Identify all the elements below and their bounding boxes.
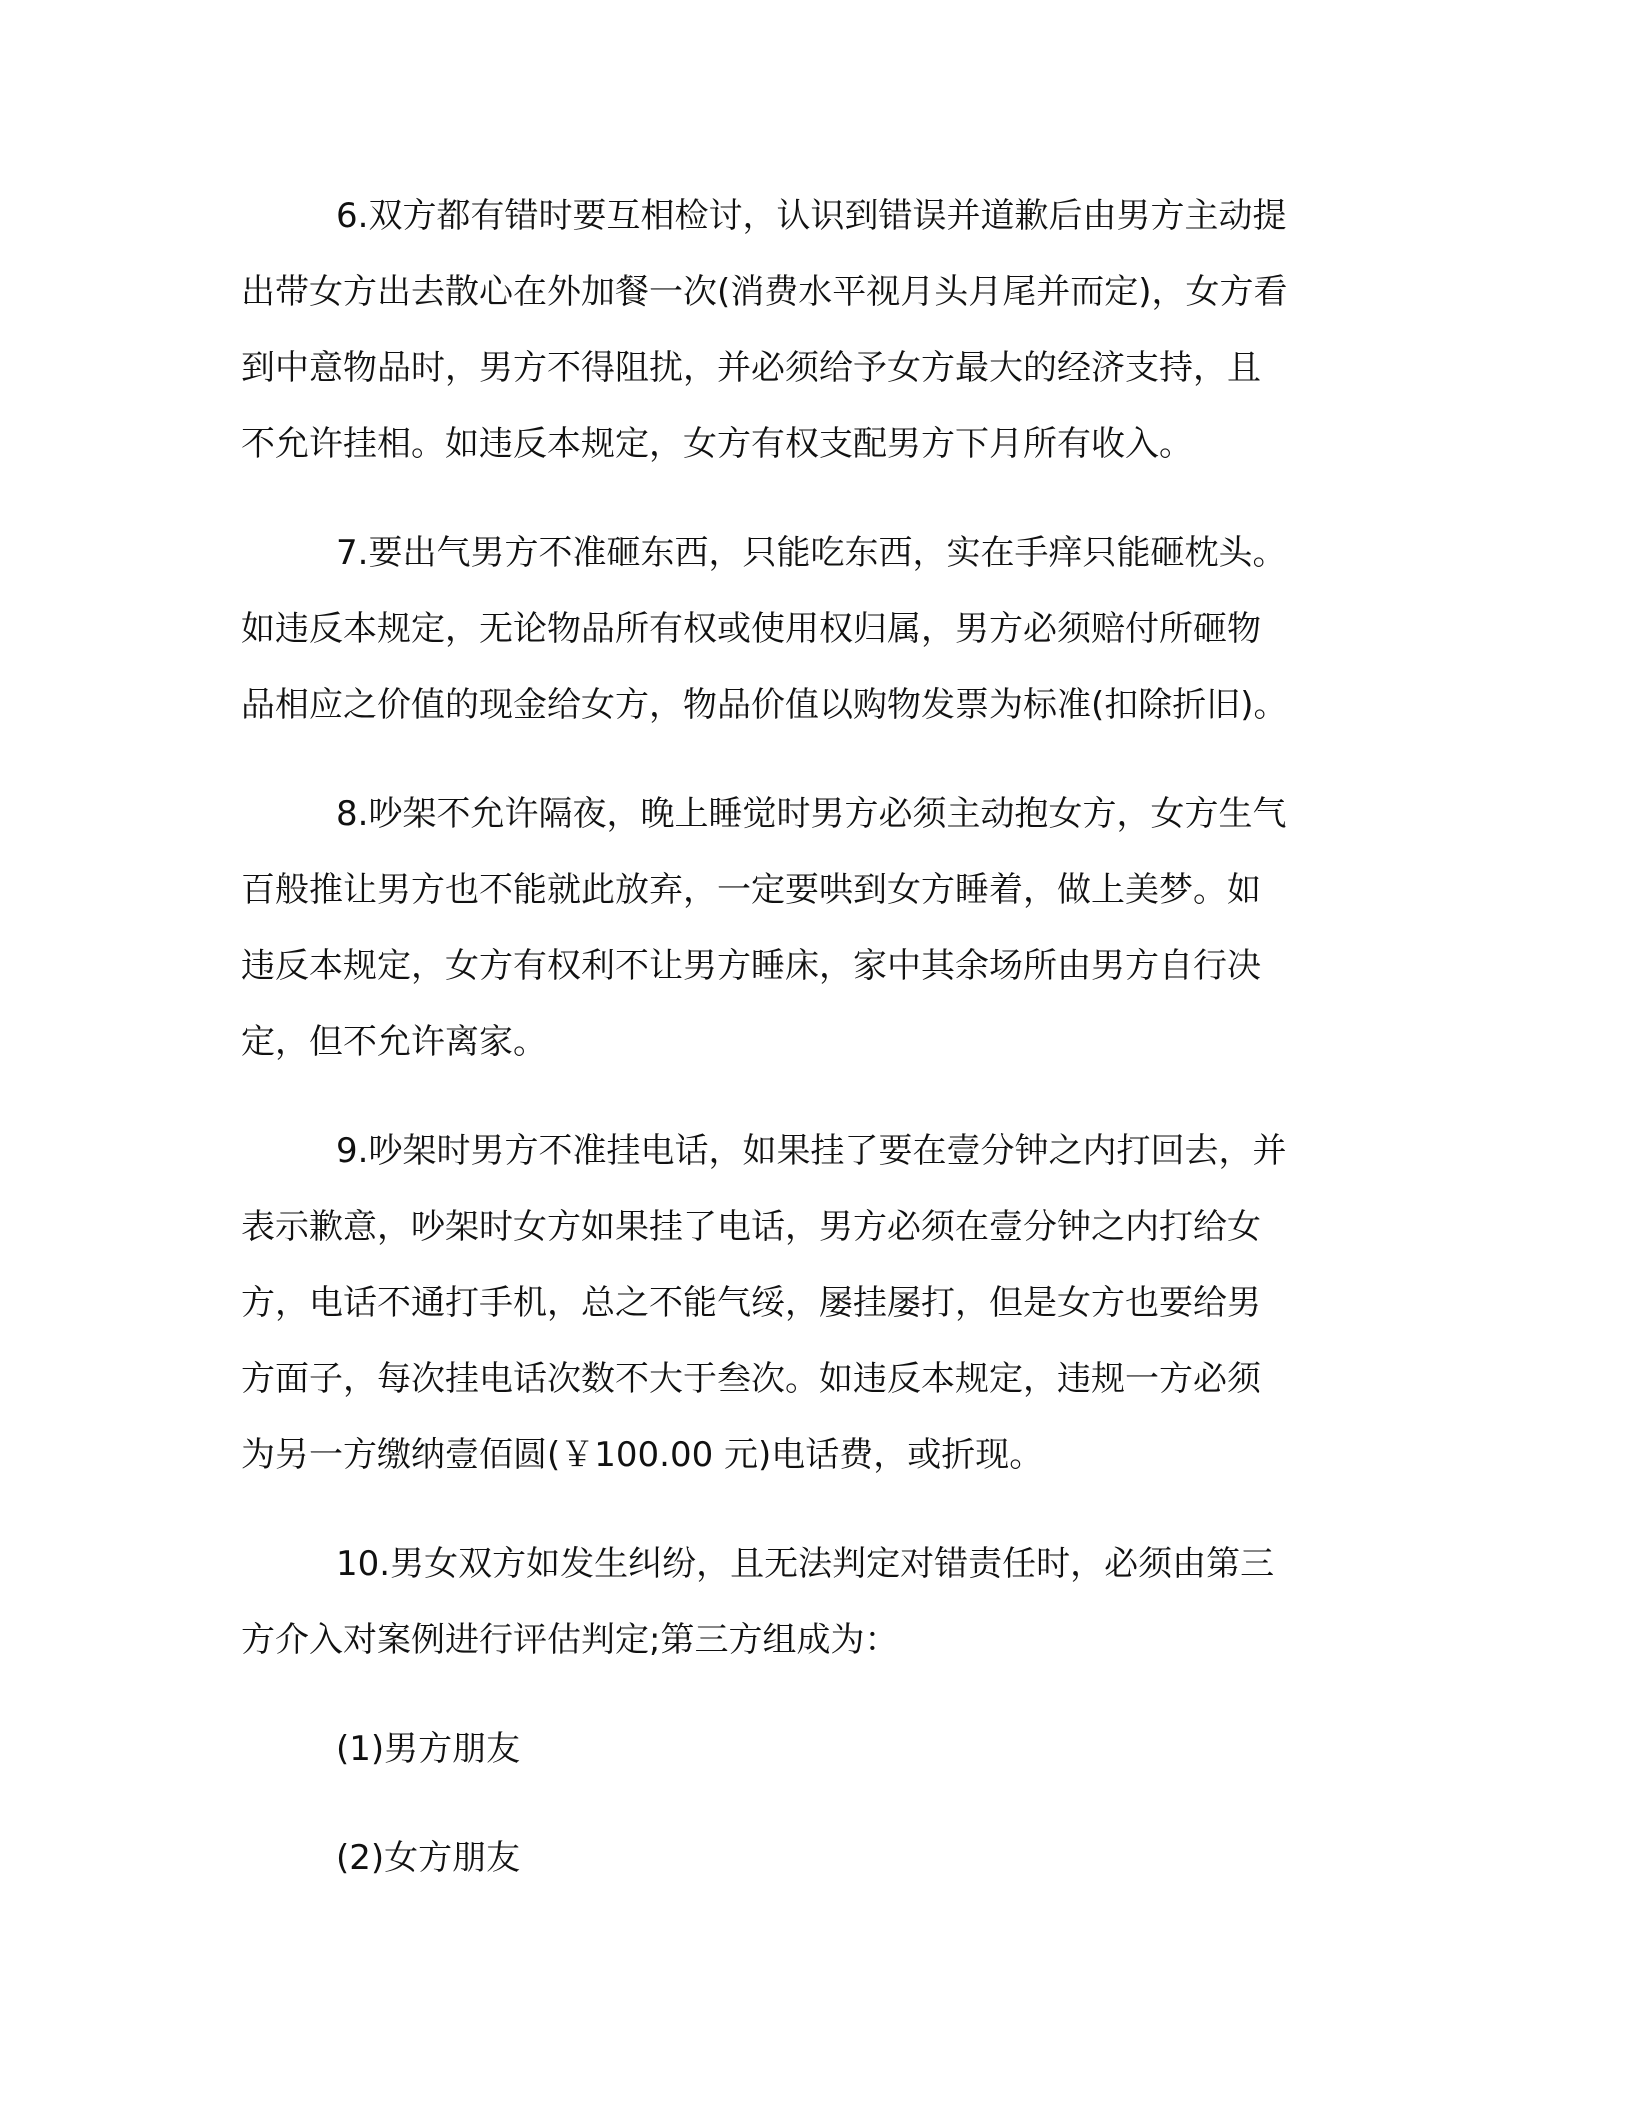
paragraph-rule-9	[241, 1113, 1391, 1493]
text-line: 7.要出气男方不准砸东西，只能吃东西，实在手痒只能砸枕头。	[336, 533, 1287, 573]
text-line: (2)女方朋友	[336, 1838, 521, 1878]
text-line: 8.吵架不允许隔夜，晚上睡觉时男方必须主动抱女方，女方生气	[336, 794, 1287, 834]
text-line: 表示歉意，吵架时女方如果挂了电话，男方必须在壹分钟之内打给女	[241, 1207, 1261, 1247]
text-line: 违反本规定，女方有权利不让男方睡床，家中其余场所由男方自行决	[241, 946, 1261, 986]
text-line: 品相应之价值的现金给女方，物品价值以购物发票为标准(扣除折旧)。	[241, 685, 1288, 725]
text-line: 百般推让男方也不能就此放弃，一定要哄到女方睡着，做上美梦。如	[241, 870, 1261, 910]
paragraph-rule-7	[241, 515, 1391, 743]
text-line: 方，电话不通打手机，总之不能气绥，屡挂屡打，但是女方也要给男	[241, 1283, 1261, 1323]
paragraph-rule-10	[241, 1526, 1391, 1678]
paragraph-spacer	[241, 743, 1391, 776]
text-line: 方面子，每次挂电话次数不大于叁次。如违反本规定，违规一方必须	[241, 1359, 1261, 1399]
paragraph-spacer	[241, 1678, 1391, 1711]
text-line: 方介入对案例进行评估判定;第三方组成为：	[241, 1620, 899, 1660]
text-line: 不允许挂相。如违反本规定，女方有权支配男方下月所有收入。	[241, 424, 1193, 464]
text-line: 为另一方缴纳壹佰圆(￥100.00 元)电话费，或折现。	[241, 1435, 1044, 1475]
text-line: (1)男方朋友	[336, 1729, 521, 1769]
text-line: 9.吵架时男方不准挂电话，如果挂了要在壹分钟之内打回去，并	[336, 1131, 1287, 1171]
text-line: 出带女方出去散心在外加餐一次(消费水平视月头月尾并而定)，女方看	[241, 272, 1288, 312]
paragraph-spacer	[241, 482, 1391, 515]
list-item-female-friend	[241, 1820, 1391, 1896]
paragraph-rule-6	[241, 178, 1391, 482]
paragraph-spacer	[241, 1493, 1391, 1526]
text-line: 定，但不允许离家。	[241, 1022, 547, 1062]
paragraph-spacer	[241, 1787, 1391, 1820]
text-line: 6.双方都有错时要互相检讨，认识到错误并道歉后由男方主动提	[336, 196, 1287, 236]
paragraph-rule-8	[241, 776, 1391, 1080]
document-body	[241, 178, 1391, 1896]
paragraph-spacer	[241, 1080, 1391, 1113]
list-item-male-friend	[241, 1711, 1391, 1787]
text-line: 10.男女双方如发生纠纷，且无法判定对错责任时，必须由第三	[336, 1544, 1275, 1584]
text-line: 如违反本规定，无论物品所有权或使用权归属，男方必须赔付所砸物	[241, 609, 1261, 649]
text-line: 到中意物品时，男方不得阻扰，并必须给予女方最大的经济支持，且	[241, 348, 1261, 388]
